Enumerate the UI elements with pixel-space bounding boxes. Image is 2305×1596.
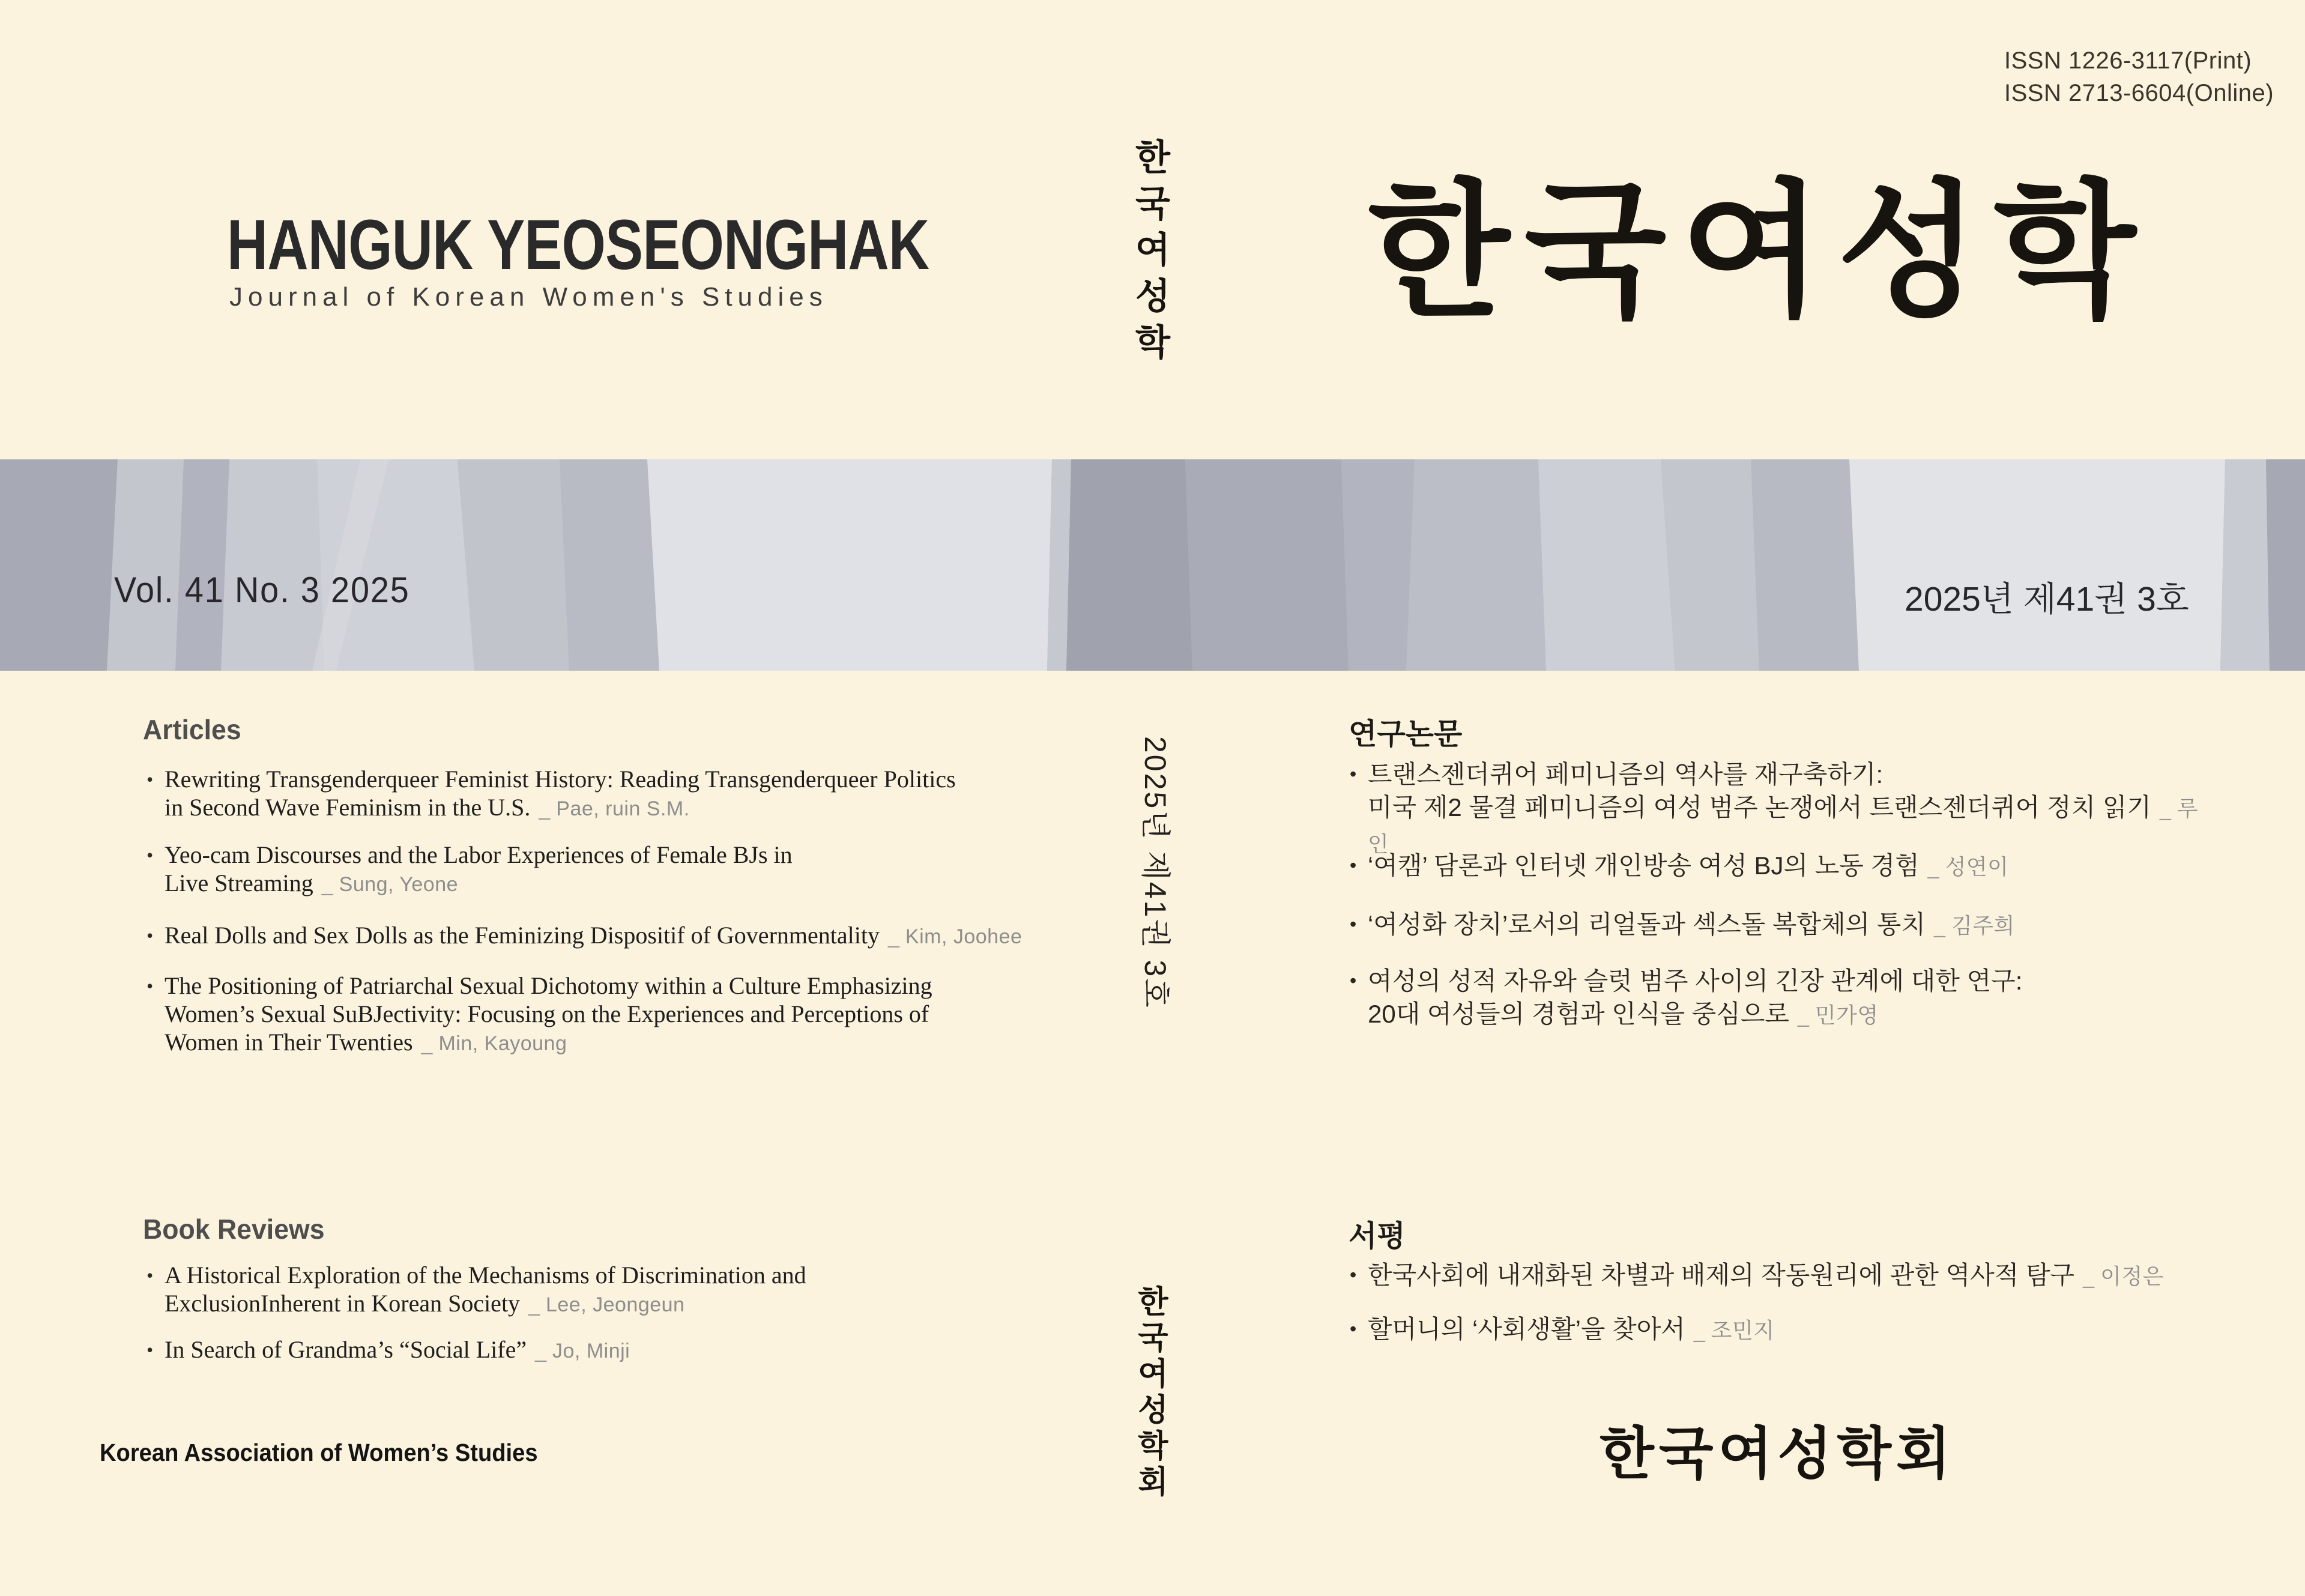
bullet-icon: • xyxy=(147,769,154,790)
item-title-text: 20대 여성들의 경험과 인식을 중심으로 xyxy=(1368,1000,1789,1028)
item-title-line xyxy=(1368,908,2015,943)
item-author: 조민지 xyxy=(1711,1318,1775,1343)
bullet-icon: • xyxy=(1350,854,1357,876)
author-separator: _ xyxy=(1934,915,1945,938)
article-item-body xyxy=(165,921,1022,951)
item-title-line xyxy=(165,793,956,823)
author-separator: _ xyxy=(528,1293,540,1316)
item-author: Jo, Minji xyxy=(552,1340,630,1362)
spine-volume-label: 2025년 제41권 3호 xyxy=(1138,736,1172,1009)
article-item xyxy=(147,841,1035,899)
item-title-text: 할머니의 ‘사회생활’을 찾아서 xyxy=(1368,1315,1685,1343)
article-item xyxy=(147,921,1035,951)
band-stripes xyxy=(0,459,2305,671)
item-title-text: ‘여성화 장치’로서의 리얼돌과 섹스돌 복합체의 통치 xyxy=(1368,910,1926,939)
item-title-line: The Positioning of Patriarchal Sexual Dichotomy within a Culture Emphasizing xyxy=(165,972,932,999)
item-title-text: 한국사회에 내재화된 차별과 배제의 작동원리에 관한 역사적 탐구 xyxy=(1368,1261,2075,1289)
item-title-line xyxy=(165,1028,932,1058)
spine-publisher: 한국여성학회 xyxy=(1132,1285,1167,1501)
item-title-line: 여성의 성적 자유와 슬럿 범주 사이의 긴장 관계에 대한 연구: xyxy=(1368,967,2023,995)
publisher-name: Korean Association of Women’s Studies xyxy=(100,1439,538,1466)
item-title-line xyxy=(1368,1259,2164,1294)
item-title-text: Live Streaming xyxy=(165,869,313,896)
research-item xyxy=(1350,849,2214,884)
article-item xyxy=(147,765,1035,823)
author-separator: _ xyxy=(2083,1266,2095,1289)
bullet-icon: • xyxy=(1350,970,1357,991)
author-separator: _ xyxy=(1797,1005,1809,1027)
author-separator: _ xyxy=(539,797,551,820)
item-title-line xyxy=(165,869,793,899)
research-item xyxy=(1350,908,2214,943)
item-title-text: ExclusionInherent in Korean Society xyxy=(165,1290,521,1317)
bullet-icon: • xyxy=(147,925,154,946)
item-title-text: Women in Their Twenties xyxy=(165,1029,413,1056)
review-item xyxy=(147,1335,1035,1365)
research-item-body xyxy=(1368,964,2022,1033)
bullet-icon: • xyxy=(1350,763,1357,785)
articles-heading: Articles xyxy=(143,714,241,745)
journal-subtitle: Journal of Korean Women's Studies xyxy=(229,282,828,312)
front-title-calligraphy: 한국여성학 xyxy=(1368,169,2151,333)
bullet-icon: • xyxy=(147,975,154,997)
item-title-line xyxy=(165,1335,630,1365)
item-author: Lee, Jeongeun xyxy=(545,1293,685,1316)
item-author: Pae, ruin S.M. xyxy=(556,797,690,820)
item-title-text: in Second Wave Feminism in the U.S. xyxy=(165,794,531,821)
item-author: Kim, Joohee xyxy=(905,925,1023,948)
item-author: 성연이 xyxy=(1945,854,2009,879)
article-item xyxy=(147,972,1035,1058)
item-title-text: ‘여캠’ 담론과 인터넷 개인방송 여성 BJ의 노동 경험 xyxy=(1368,851,1920,880)
review-item-kr-body xyxy=(1368,1313,1775,1348)
research-item xyxy=(1350,964,2214,1033)
research-item-body xyxy=(1368,758,2214,860)
review-item-kr xyxy=(1350,1259,2214,1294)
bullet-icon: • xyxy=(1350,1264,1357,1286)
item-title-line xyxy=(165,1289,806,1319)
author-separator: _ xyxy=(1927,856,1939,879)
bullet-icon: • xyxy=(147,1265,154,1286)
article-item-body xyxy=(165,841,793,899)
item-author: 민가영 xyxy=(1814,1003,1879,1027)
issn-online: ISSN 2713-6604(Online) xyxy=(2004,80,2274,106)
article-item-body xyxy=(165,765,956,823)
item-title-line: Rewriting Transgenderqueer Feminist History: Reading Transgenderqueer Politics xyxy=(165,766,956,793)
research-item-body xyxy=(1368,908,2015,943)
review-item-kr-body xyxy=(1368,1259,2164,1294)
bullet-icon: • xyxy=(147,1339,154,1361)
bullet-icon: • xyxy=(1350,913,1357,935)
item-title-text: Real Dolls and Sex Dolls as the Feminizing Dispositif of Governmentality xyxy=(165,922,880,949)
item-title-line xyxy=(165,921,1022,951)
item-author: 김주희 xyxy=(1951,913,2015,938)
item-title-line: 트랜스젠더퀴어 페미니즘의 역사를 재구축하기: xyxy=(1368,760,1884,788)
item-title-line: Women’s Sexual SuBJectivity: Focusing on the Experiences and Perceptions of xyxy=(165,1000,929,1027)
item-title-line xyxy=(1368,849,2008,884)
bullet-icon: • xyxy=(1350,1318,1357,1340)
research-item-body xyxy=(1368,849,2008,884)
book-reviews-kr-heading: 서평 xyxy=(1349,1220,1406,1253)
research-papers-heading: 연구논문 xyxy=(1349,718,1463,751)
spine-title: 한국여성학 xyxy=(1130,138,1170,369)
author-separator: _ xyxy=(1693,1320,1705,1343)
bullet-icon: • xyxy=(147,844,154,866)
volume-label-left: Vol. 41 No. 3 2025 xyxy=(114,570,410,610)
issn-block xyxy=(2004,44,2274,109)
item-author: Min, Kayoung xyxy=(438,1032,567,1055)
author-separator: _ xyxy=(887,925,899,948)
author-separator: _ xyxy=(535,1340,547,1362)
item-title-text: In Search of Grandma’s “Social Life” xyxy=(165,1336,527,1363)
author-separator: _ xyxy=(321,873,333,896)
publisher-calligraphy: 한국여성학회 xyxy=(1600,1422,1956,1485)
volume-band xyxy=(0,459,2305,671)
author-separator: _ xyxy=(421,1032,433,1055)
item-title-line xyxy=(1368,1313,1775,1348)
item-title-text: 미국 제2 물결 페미니즘의 여성 범주 논쟁에서 트랜스젠더퀴어 정치 읽기 xyxy=(1368,793,2151,821)
book-reviews-heading: Book Reviews xyxy=(143,1214,325,1245)
item-author: Sung, Yeone xyxy=(339,873,459,896)
item-title-line: A Historical Exploration of the Mechanisms of Discrimination and xyxy=(165,1262,806,1289)
item-author: 루인 xyxy=(1368,796,2199,856)
review-item xyxy=(147,1261,1035,1319)
research-item xyxy=(1350,758,2214,860)
volume-label-right: 2025년 제41권 3호 xyxy=(1905,580,2189,618)
review-item-body xyxy=(165,1261,806,1319)
item-title-line: Yeo-cam Discourses and the Labor Experiences of Female BJs in xyxy=(165,841,793,868)
article-item-body xyxy=(165,972,932,1058)
author-separator: _ xyxy=(2159,798,2171,821)
review-item-body xyxy=(165,1335,630,1365)
item-title-line xyxy=(1368,997,2022,1033)
item-author: 이정은 xyxy=(2100,1264,2164,1289)
journal-title-latin: HANGUK YEOSEONGHAK xyxy=(227,205,929,285)
review-item-kr xyxy=(1350,1313,2214,1348)
issn-print: ISSN 1226-3117(Print) xyxy=(2004,47,2252,74)
